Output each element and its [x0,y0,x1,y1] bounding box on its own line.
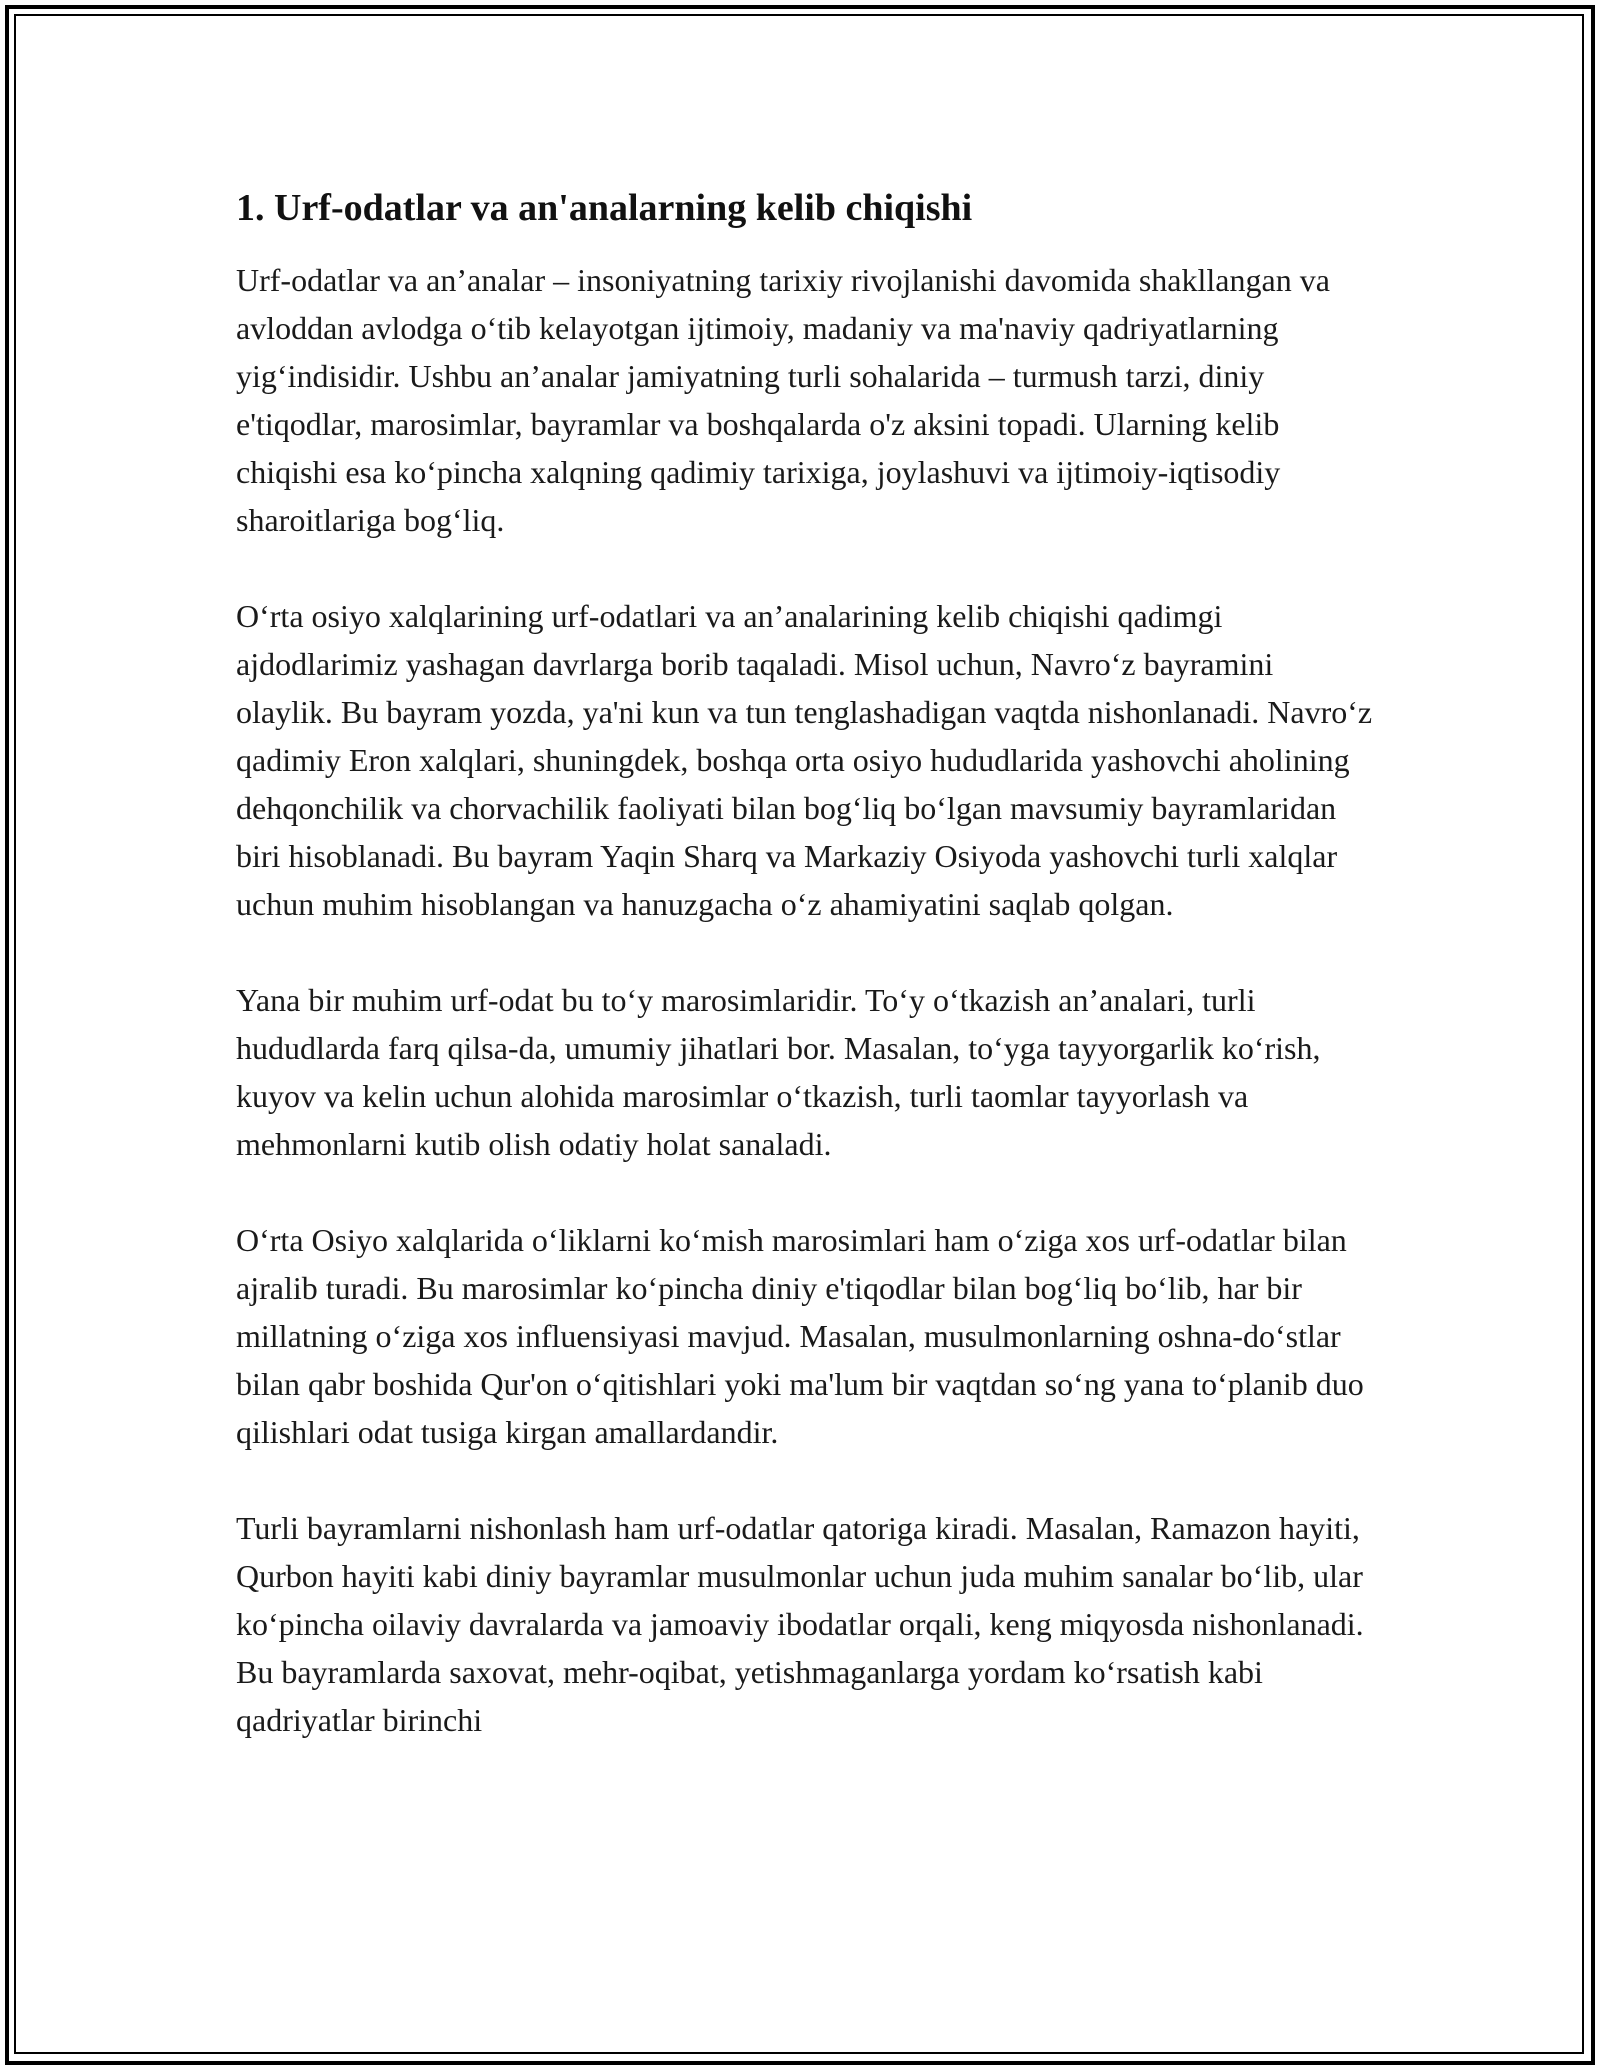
document-body [236,184,1376,1792]
paragraph-intro: Urf-odatlar va an’analar – insoniyatning tarixiy rivojlanishi davomida shakllangan va avloddan avlodga o‘tib kelayotgan ijtimoiy, madaniy va ma'naviy qadriyatlarning yig‘indisidir. Ushbu an’analar jamiyatning turli sohalarida – turmush tarzi, diniy e'tiqodlar, marosimlar, bayramlar va boshqalarda o'z aksini topadi. Ularning kelib chiqishi esa ko‘pincha xalqning qadimiy tarixiga, joylashuvi va ijtimoiy-iqtisodiy sharoitlariga bog‘liq. [236,262,1330,538]
paragraph-holidays: Turli bayramlarni nishonlash ham urf-odatlar qatoriga kiradi. Masalan, Ramazon hayiti, Qurbon hayiti kabi diniy bayramlar musulmonlar uchun juda muhim sanalar bo‘lib, ular ko‘pincha oilaviy davralarda va jamoaviy ibodatlar orqali, keng miqyosda nishonlanadi. Bu bayramlarda saxovat, mehr-oqibat, yetishmaganlarga yordam ko‘rsatish kabi qadriyatlar birinchi [236,1510,1364,1738]
section-title: 1. Urf-odatlar va an'analarning kelib chiqishi [236,187,973,229]
paragraph-wedding: Yana bir muhim urf-odat bu to‘y marosimlaridir. To‘y o‘tkazish an’analari, turli hududlarda farq qilsa-da, umumiy jihatlari bor. Masalan, to‘yga tayyorgarlik ko‘rish, kuyov va kelin uchun alohida marosimlar o‘tkazish, turli taomlar tayyorlash va mehmonlarni kutib olish odatiy holat sanaladi. [236,982,1321,1162]
paragraph-funeral: O‘rta Osiyo xalqlarida o‘liklarni ko‘mish marosimlari ham o‘ziga xos urf-odatlar bilan ajralib turadi. Bu marosimlar ko‘pincha diniy e'tiqodlar bilan bog‘liq bo‘lib, har bir millatning o‘ziga xos influensiyasi mavjud. Masalan, musulmonlarning oshna-do‘stlar bilan qabr boshida Qur'on o‘qitishlari yoki ma'lum bir vaqtdan so‘ng yana to‘planib duo qilishlari odat tusiga kirgan amallardandir. [236,1222,1364,1450]
paragraph-navruz: O‘rta osiyo xalqlarining urf-odatlari va an’analarining kelib chiqishi qadimgi ajdodlarimiz yashagan davrlarga borib taqaladi. Misol uchun, Navro‘z bayramini olaylik. Bu bayram yozda, ya'ni kun va tun tenglashadigan vaqtda nishonlanadi. Navro‘z qadimiy Eron xalqlari, shuningdek, boshqa orta osiyo hududlarida yashovchi aholining dehqonchilik va chorvachilik faoliyati bilan bog‘liq bo‘lgan mavsumiy bayramlaridan biri hisoblanadi. Bu bayram Yaqin Sharq va Markaziy Osiyoda yashovchi turli xalqlar uchun muhim hisoblangan va hanuzgacha o‘z ahamiyatini saqlab qolgan. [236,598,1373,922]
